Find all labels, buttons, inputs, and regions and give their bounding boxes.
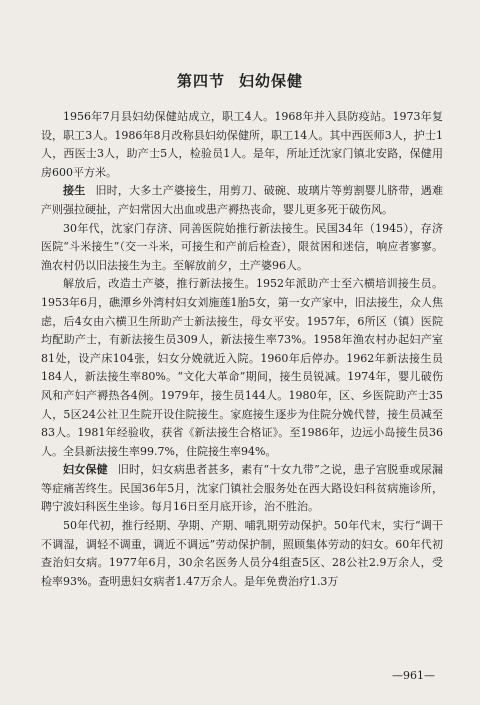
paragraph-text: 50年代初，推行经期、孕期、产期、哺乳期劳动保护。50年代末，实行“调干不调湿，调轻不调重，调近不调远”劳动保护制，照顾集体劳动的妇女。60年代初查治妇女病。1977年6月，30余名医务人员分4组查5区、28公社2.9万余人，受检率93%。查明患妇女病者1.47万余人。是年免费治疗1.3万 (41, 519, 443, 588)
paragraph-1930s (41, 220, 443, 276)
paragraph-delivery-old (41, 182, 443, 219)
paragraph-women-health (41, 461, 443, 517)
paragraph-after-liberation (41, 275, 443, 461)
body-text (41, 108, 443, 591)
section-number: 第四节 (176, 72, 225, 90)
section-title (0, 70, 480, 91)
page-number: —961— (392, 669, 435, 682)
paragraph-text: 30年代，沈家门存济、同善医院始推行新法接生。民国34年（1945），存济医院“斗米接生”（交一斗米，可接生和产前后检查），限贫困和迷信，响应者寥寥。渔农村仍以旧法接生为主。至解放前夕，土产婆96人。 (41, 221, 443, 272)
paragraph-text: 1956年7月县妇幼保健站成立，职工4人。1968年并入县防疫站。1973年复设，职工3人。1986年8月改称县妇幼保健所，职工14人。其中西医师3人，护士1人，西医士3人，助产士5人，检验员1人。是年，所址迁沈家门镇北安路，保健用房600平方米。 (41, 110, 443, 179)
paragraph-text: 旧时，妇女病患者甚多，素有“十女九带”之说，患子宫脱垂或尿漏等症痛苦终生。民国36年5月，沈家门镇社会服务处在西大路设妇科贫病施诊所，聘宁波妇科医生坐诊。每月16日至月底开诊，治不胜治。 (41, 463, 444, 514)
paragraph-heading: 接生 (63, 184, 86, 198)
paragraph-staff (41, 108, 443, 182)
paragraph-text: 旧时，大多土产婆接生，用剪刀、破碗、玻璃片等剪割婴儿脐带，遇难产则强拉硬扯，产妇常因大出血或患产褥热丧命，婴儿更多死于破伤风。 (41, 184, 443, 216)
paragraph-text: 解放后，改造土产婆，推行新法接生。1952年派助产士至六横培训接生员。1953年6月，礁潭乡外湾村妇女刘施莲1胎5女，第一女产家中，旧法接生，众人焦虑，后4女由六横卫生所助产士新法接生，母女平安。1957年，6所区（镇）医院均配助产士，有新法接生员309人，新法接生率73%。1958年渔农村办起妇产室81处，设产床104张，妇女分娩就近入院。1960年后停办。1962年新法接生员184人，新法接生率80%。“文化大革命”期间，接生员锐减。1974年，婴儿破伤风和产妇产褥热各4例。1979年，接生员144人。1980年，区、乡医院助产士35人，5区24公社卫生院开设住院接生。家庭接生逐步为住院分娩代替，接生员减至83人。1981年经验收，获省《新法接生合格证》。至1986年，边远小岛接生员36人。全县新法接生率99.7%，住院接生率94%。 (41, 277, 443, 458)
section-name: 妇幼保健 (239, 72, 304, 90)
paragraph-1950s (41, 517, 443, 591)
paragraph-heading: 妇女保健 (63, 463, 108, 477)
